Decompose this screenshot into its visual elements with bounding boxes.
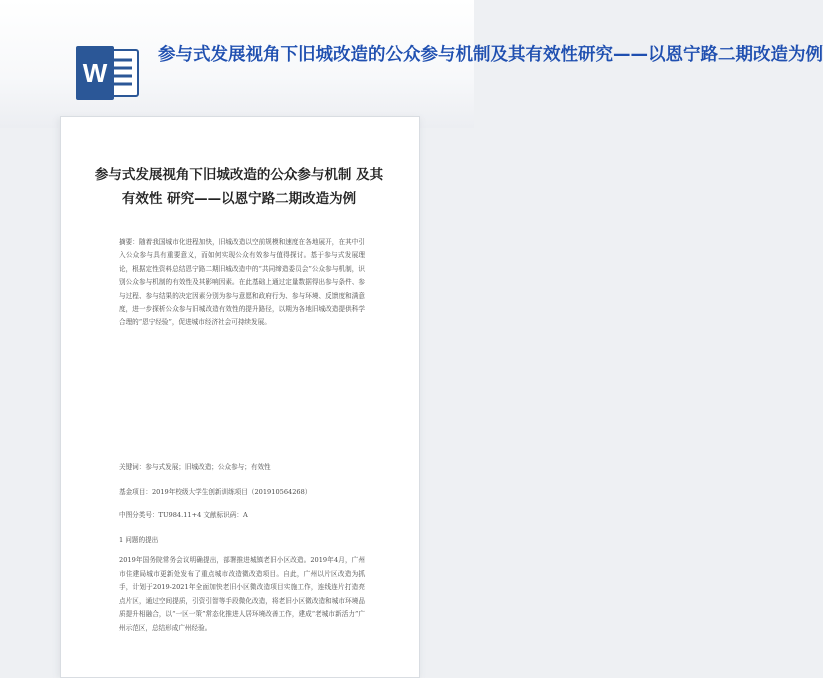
word-icon-letter: W xyxy=(82,58,108,88)
abstract: 摘要：随着我国城市化进程加快，旧城改造以空前规模和速度在各地展开，在其中引入公众参与具有重要意义，而如何实现公众有效参与值得探讨。基于参与式发展理论，根据定性资料总结恩宁路二期旧城改造中的“共同缔造委员会”公众参与机制，识别公众参与机制的有效性及其影响因素。在此基础上通过定量数据得出参与条件、参与过程、参与结果的决定因素分别为参与意愿和政府行为、参与环境、反馈度和满意度，进一步探析公众参与旧城改造有效性的提升路径，以期为各地旧城改造提供科学合理的“恩宁经验”，促进城市经济社会可持续发展。 xyxy=(119,238,365,327)
word-document-icon xyxy=(74,44,144,102)
classification-number: 中图分类号：TU984.11+4 文献标识码：A xyxy=(119,511,248,519)
body-paragraph: 2019年国务院常务会议明确提出，部署推进城镇老旧小区改造。2019年4月，广州市住建局城市更新处发布了重点城市改造微改造项目。自此，广州以片区改造为抓手，计划于2019-2021年全面加快老旧小区微改造项目实施工作，连线连片打造亮点片区，通过空间提质，引资引智等手段微化改造，将老旧小区微改造和城市环境品质提升相融合，以“一区一策”常态化推进人居环境改善工作，建成“老城市新活力”广州示范区，总结形成广州经验。 xyxy=(119,556,365,632)
header-banner xyxy=(0,0,823,128)
fund-project: 基金项目：2019年校级大学生创新训练项目（201910564268） xyxy=(119,488,312,496)
banner-title: 参与式发展视角下旧城改造的公众参与机制及其有效性研究——以恩宁路二期改造为例 xyxy=(158,45,823,65)
section-heading: 1 问题的提出 xyxy=(119,536,159,544)
document-title: 参与式发展视角下旧城改造的公众参与机制 及其有效性 研究——以恩宁路二期改造为例 xyxy=(94,167,384,207)
keywords: 关键词：参与式发展；旧城改造；公众参与；有效性 xyxy=(119,463,271,471)
document-page xyxy=(60,116,420,678)
